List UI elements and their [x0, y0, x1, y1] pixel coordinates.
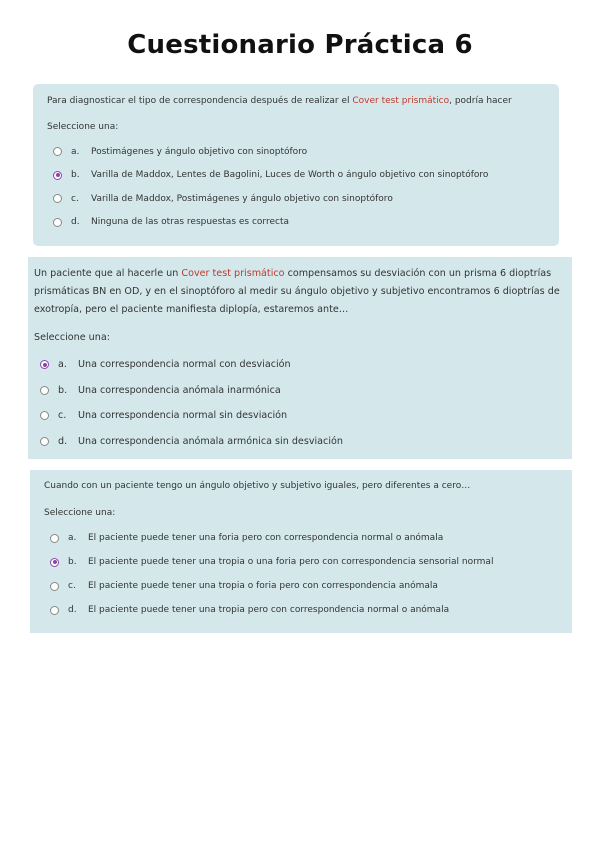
option-b[interactable] — [34, 378, 566, 404]
radio-button[interactable] — [50, 558, 59, 567]
question-text — [34, 265, 566, 319]
option-letter: b. — [71, 170, 80, 181]
radio-button[interactable] — [50, 606, 59, 615]
question-highlight: Cover test prismático — [352, 96, 450, 106]
radio-button[interactable] — [53, 171, 62, 180]
radio-button[interactable] — [53, 218, 62, 227]
radio-button[interactable] — [53, 194, 62, 203]
option-a[interactable] — [47, 140, 545, 164]
option-text: Una correspondencia normal sin desviación — [78, 410, 288, 422]
option-text: Una correspondencia anómala armónica sin desviación — [78, 435, 343, 447]
option-c[interactable] — [44, 574, 558, 598]
question-text-part: compensamos su desviación con un prisma 6 dioptrías prismáticas BN en OD, y en el sinoptóforo al medir su ángulo objetivo y subjetivo encontramos 6 dioptrías de exotropía, pero el paciente manifiesta diplopía, estaremos ante… — [34, 268, 560, 315]
option-letter: c. — [71, 193, 79, 204]
option-c[interactable] — [47, 187, 545, 211]
option-b[interactable] — [47, 164, 545, 188]
option-letter: a. — [71, 146, 80, 157]
option-a[interactable] — [34, 352, 566, 378]
option-text: Varilla de Maddox, Postimágenes y ángulo objetivo con sinoptóforo — [91, 193, 393, 204]
option-b[interactable] — [44, 550, 558, 574]
option-d[interactable] — [44, 598, 558, 622]
option-text: Ninguna de las otras respuestas es correcta — [91, 217, 289, 228]
option-letter: a. — [68, 533, 77, 543]
radio-button[interactable] — [40, 360, 49, 369]
question-text — [44, 479, 558, 494]
question-highlight: Cover test prismático — [181, 268, 285, 279]
option-text: Una correspondencia normal con desviación — [78, 359, 291, 371]
option-d[interactable] — [34, 429, 566, 455]
question-text-part: , podría hacer — [449, 96, 512, 106]
option-text: Una correspondencia anómala inarmónica — [78, 384, 281, 396]
option-letter: d. — [71, 217, 80, 228]
option-text: El paciente puede tener una tropia pero con correspondencia normal o anómala — [88, 605, 450, 615]
option-text: Postimágenes y ángulo objetivo con sinoptóforo — [91, 146, 308, 157]
question-text-part: Para diagnosticar el tipo de correspondencia después de realizar el — [47, 96, 353, 106]
radio-button[interactable] — [40, 437, 49, 446]
option-letter: c. — [58, 410, 67, 422]
select-label: Seleccione una: — [44, 508, 116, 518]
page-title: Cuestionario Práctica 6 — [127, 30, 473, 60]
option-d[interactable] — [47, 211, 545, 235]
radio-button[interactable] — [40, 386, 49, 395]
option-letter: d. — [58, 435, 68, 447]
question-text — [47, 94, 545, 109]
question-text-part: Un paciente que al hacerle un — [34, 268, 182, 279]
question-text-part: Cuando con un paciente tengo un ángulo objetivo y subjetivo iguales, pero diferentes a cero… — [44, 481, 471, 491]
radio-button[interactable] — [50, 534, 59, 543]
select-label: Seleccione una: — [47, 122, 119, 132]
question-card-1 — [33, 84, 559, 246]
question-card-2 — [28, 257, 572, 459]
option-letter: c. — [68, 581, 76, 591]
option-a[interactable] — [44, 526, 558, 550]
question-card-3 — [30, 470, 572, 633]
option-letter: d. — [68, 605, 77, 615]
option-letter: a. — [58, 359, 67, 371]
select-label: Seleccione una: — [34, 332, 110, 343]
radio-button[interactable] — [40, 411, 49, 420]
radio-button[interactable] — [50, 582, 59, 591]
option-c[interactable] — [34, 403, 566, 429]
option-letter: b. — [68, 557, 77, 567]
option-letter: b. — [58, 384, 68, 396]
option-text: Varilla de Maddox, Lentes de Bagolini, Luces de Worth o ángulo objetivo con sinoptóforo — [91, 170, 489, 181]
option-text: El paciente puede tener una foria pero con correspondencia normal o anómala — [88, 533, 444, 543]
option-text: El paciente puede tener una tropia o una foria pero con correspondencia sensorial normal — [88, 557, 494, 567]
option-text: El paciente puede tener una tropia o foria pero con correspondencia anómala — [88, 581, 438, 591]
radio-button[interactable] — [53, 147, 62, 156]
